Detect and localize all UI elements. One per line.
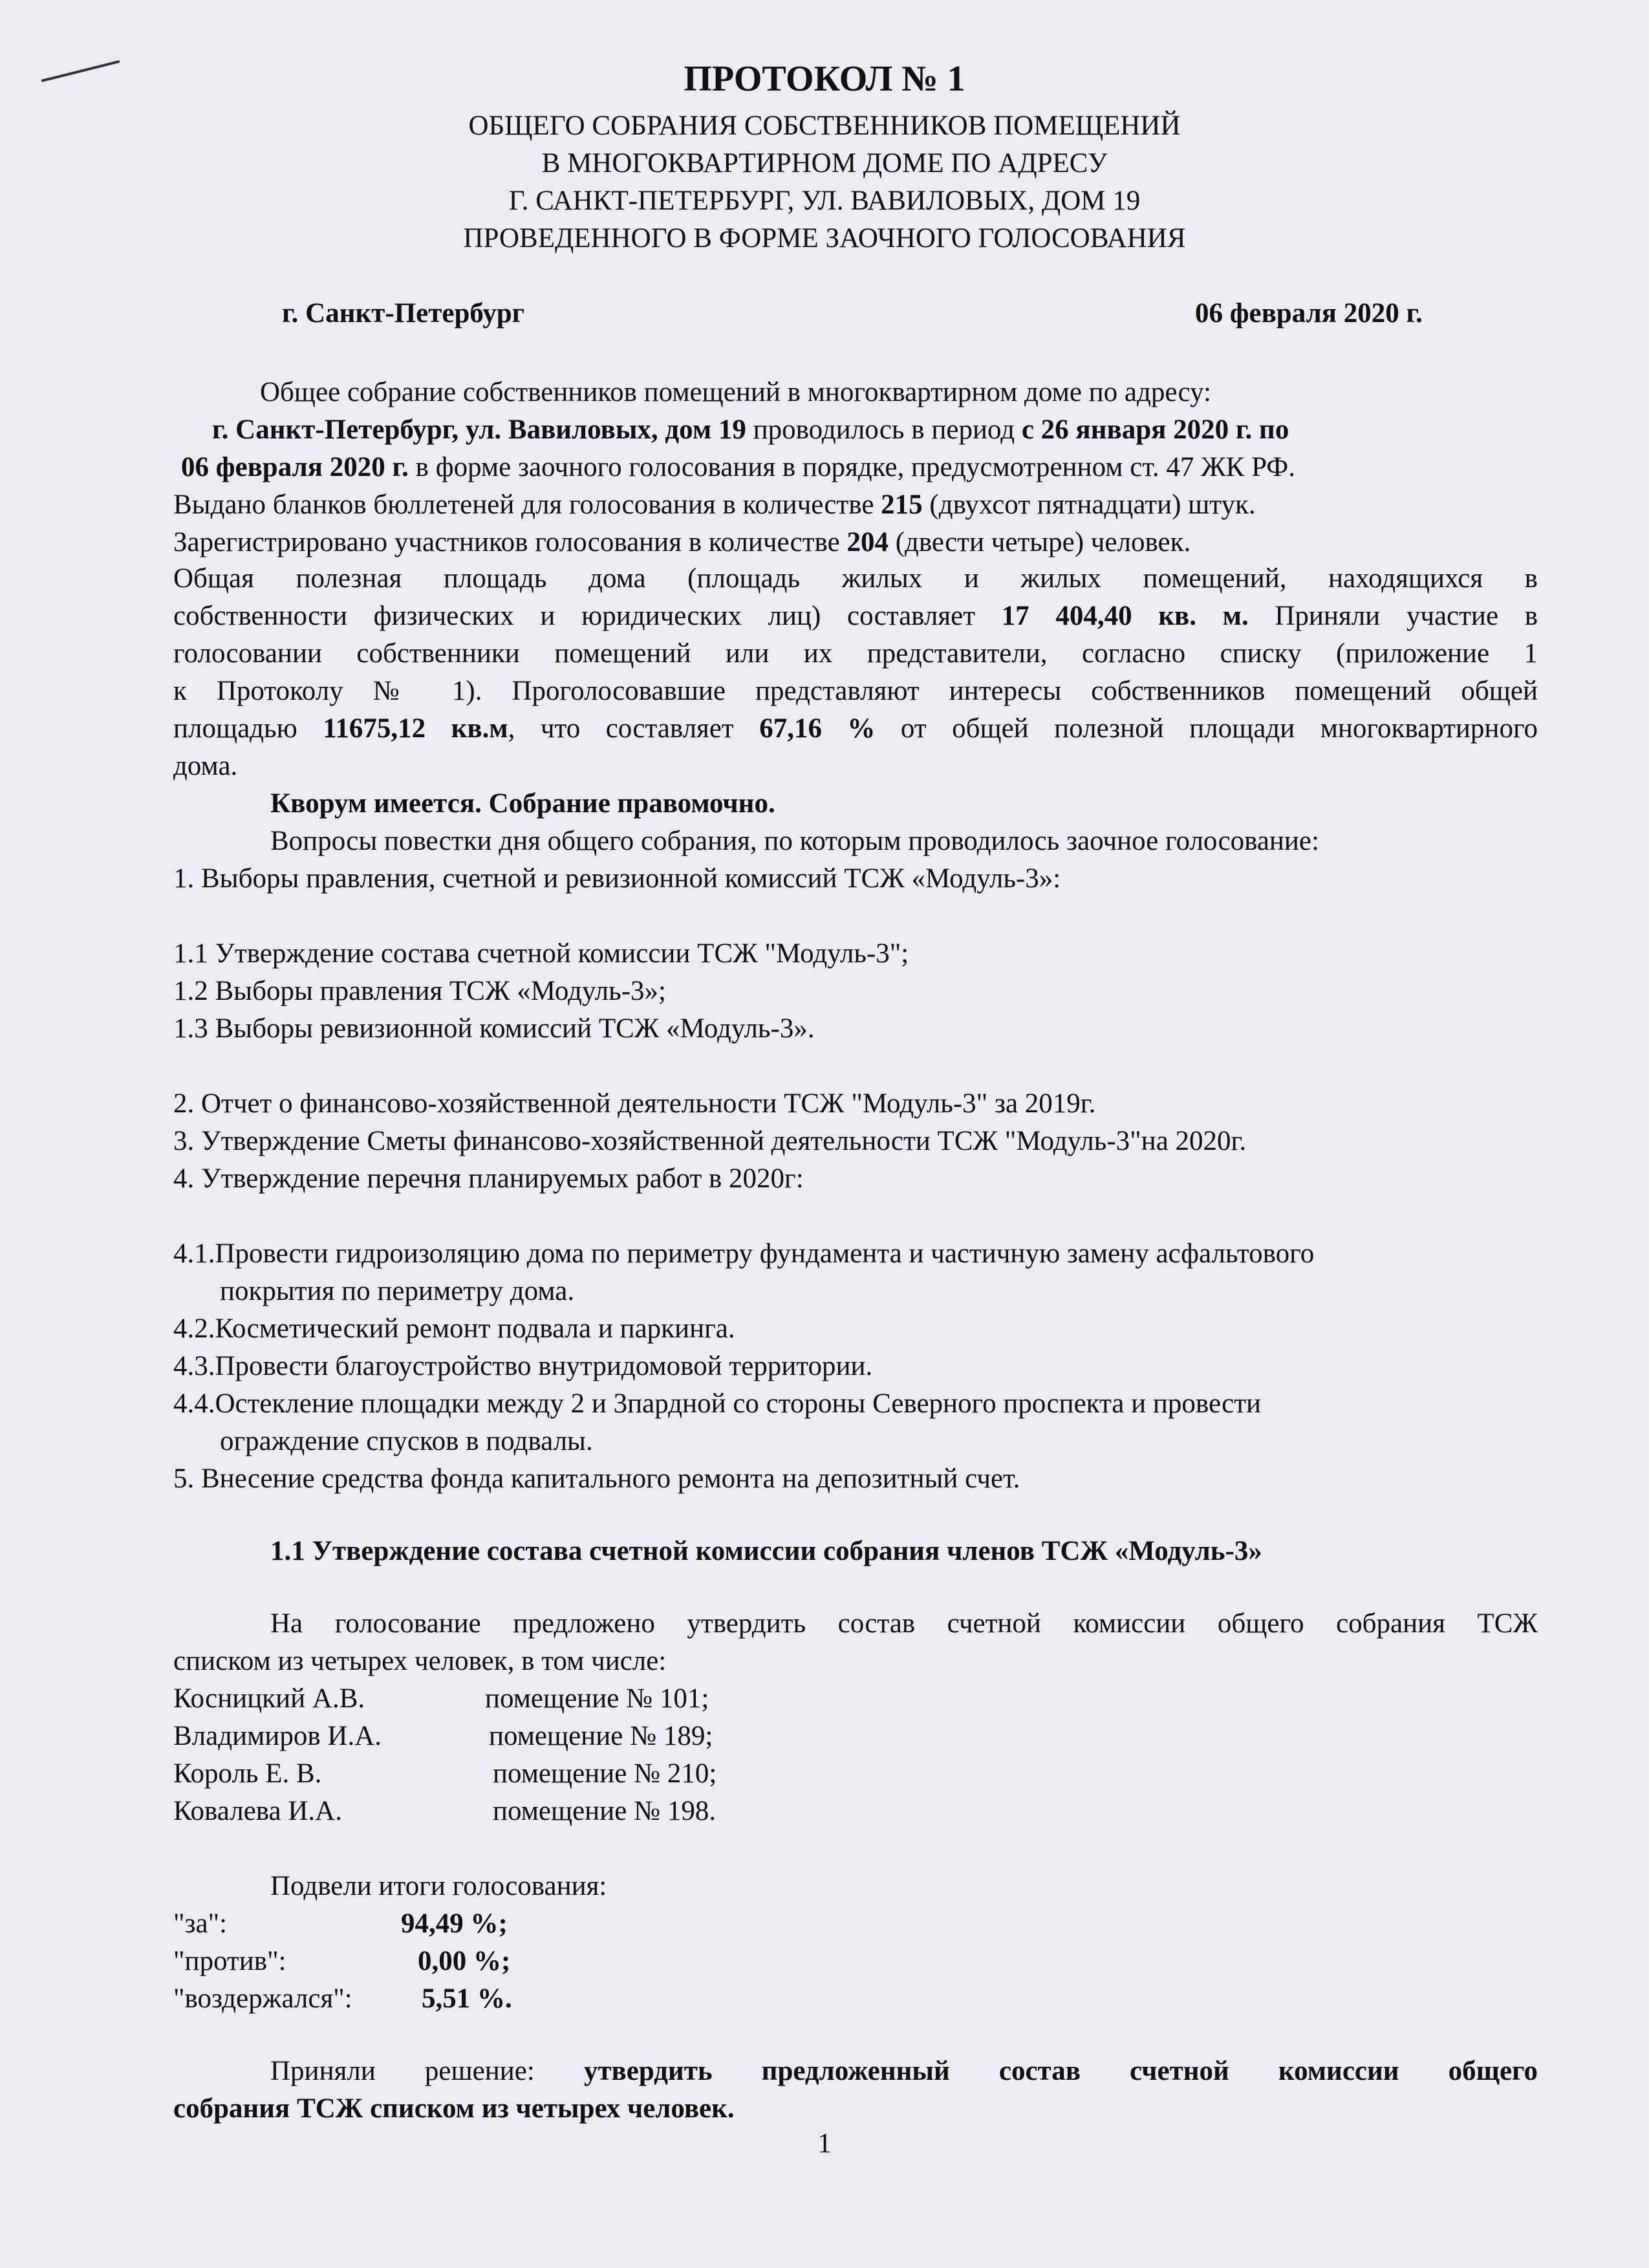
member-name: Король Е. В. <box>173 1758 322 1789</box>
member-room: помещение № 198. <box>493 1796 717 1826</box>
agenda-item: 4.2.Косметический ремонт подвала и паркинга. <box>173 1313 735 1344</box>
result-label: "против": <box>173 1946 286 1976</box>
agenda-item: 4.4.Остекление площадки между 2 и 3пардной со стороны Северного проспекта и провести <box>173 1388 1261 1419</box>
intro-line: собственности физических и юридических лиц) составляет 17 404,40 кв. м. Приняли участие в <box>173 601 1538 631</box>
intro-line: Общая полезная площадь дома (площадь жилых и жилых помещений, находящихся в <box>173 563 1538 594</box>
agenda-item: 4. Утверждение перечня планируемых работ в 2020г: <box>173 1163 804 1194</box>
section-text: На голосование предложено утвердить состав счетной комиссии общего собрания ТСЖ <box>270 1608 1538 1639</box>
member-name: Косницкий А.В. <box>173 1683 365 1714</box>
member-name: Владимиров И.А. <box>173 1721 382 1751</box>
intro-line: площадью 11675,12 кв.м, что составляет 67,16 % от общей полезной площади многоквартирного <box>173 713 1538 744</box>
document-subtitle <box>0 107 1649 257</box>
result-label: "воздержался": <box>173 1983 352 2014</box>
decision-line: собрания ТСЖ списком из четырех человек. <box>173 2093 735 2124</box>
agenda-item: 1.2 Выборы правления ТСЖ «Модуль-3»; <box>173 976 666 1006</box>
results-title: Подвели итоги голосования: <box>270 1871 607 1901</box>
member-room: помещение № 210; <box>493 1758 717 1789</box>
agenda-item: покрытия по периметру дома. <box>220 1276 575 1306</box>
document-title: ПРОТОКОЛ № 1 <box>684 59 965 99</box>
member-room: помещение № 101; <box>485 1683 709 1714</box>
document-date: 06 февраля 2020 г. <box>1195 298 1423 329</box>
intro-line: Общее собрание собственников помещений в многоквартирном доме по адресу: <box>260 377 1211 407</box>
agenda-item: 1.3 Выборы ревизионной комиссий ТСЖ «Модуль-3». <box>173 1013 815 1044</box>
subtitle-line: ОБЩЕГО СОБРАНИЯ СОБСТВЕННИКОВ ПОМЕЩЕНИЙ <box>468 111 1181 141</box>
decision-line: Приняли решение: утвердить предложенный состав счетной комиссии общего <box>270 2056 1538 2086</box>
page-number: 1 <box>817 2128 832 2159</box>
subtitle-line: В МНОГОКВАРТИРНОМ ДОМЕ ПО АДРЕСУ <box>541 148 1108 178</box>
agenda-item: 1.1 Утверждение состава счетной комиссии ТСЖ "Модуль-3"; <box>173 938 909 969</box>
agenda-item: 3. Утверждение Сметы финансово-хозяйственной деятельности ТСЖ "Модуль-3"на 2020г. <box>173 1126 1247 1156</box>
agenda-item: 4.1.Провести гидроизоляцию дома по периметру фундамента и частичную замену асфальтового <box>173 1238 1315 1269</box>
agenda-item: ограждение спусков в подвалы. <box>220 1426 593 1456</box>
agenda-item: 4.3.Провести благоустройство внутридомовой территории. <box>173 1351 873 1381</box>
agenda-item: 5. Внесение средства фонда капитального ремонта на депозитный счет. <box>173 1463 1020 1494</box>
result-value: 5,51 %. <box>422 1983 512 2014</box>
subtitle-line: ПРОВЕДЕННОГО В ФОРМЕ ЗАОЧНОГО ГОЛОСОВАНИЯ <box>463 223 1186 254</box>
intro-line: Зарегистрировано участников голосования в количестве 204 (двести четыре) человек. <box>173 527 1191 557</box>
intro-line: 06 февраля 2020 г. в форме заочного голосования в порядке, предусмотренном ст. 47 ЖК РФ. <box>181 452 1295 482</box>
agenda-item: 2. Отчет о финансово-хозяйственной деятельности ТСЖ "Модуль-3" за 2019г. <box>173 1088 1096 1119</box>
member-room: помещение № 189; <box>489 1721 713 1751</box>
section-heading: 1.1 Утверждение состава счетной комиссии собрания членов ТСЖ «Модуль-3» <box>270 1536 1262 1566</box>
agenda-intro: Вопросы повестки дня общего собрания, по которым проводилось заочное голосование: <box>270 826 1319 856</box>
quorum-line: Кворум имеется. Собрание правомочно. <box>270 788 775 819</box>
intro-line: Выдано бланков бюллетеней для голосования в количестве 215 (двухсот пятнадцати) штук. <box>173 490 1256 520</box>
section-text: списком из четырех человек, в том числе: <box>173 1646 667 1676</box>
agenda-item: 1. Выборы правления, счетной и ревизионной комиссий ТСЖ «Модуль-3»: <box>173 863 1061 894</box>
result-value: 0,00 %; <box>418 1946 511 1976</box>
result-value: 94,49 %; <box>401 1908 508 1939</box>
city: г. Санкт-Петербург <box>282 298 525 329</box>
intro-line: г. Санкт-Петербург, ул. Вавиловых, дом 19 проводилось в период с 26 января 2020 г. по <box>212 415 1289 445</box>
intro-line: дома. <box>173 751 238 781</box>
member-name: Ковалева И.А. <box>173 1796 342 1826</box>
subtitle-line: Г. САНКТ-ПЕТЕРБУРГ, УЛ. ВАВИЛОВЫХ, ДОМ 19 <box>508 186 1141 216</box>
intro-line: голосовании собственники помещений или их представители, согласно списку (приложение 1 <box>173 638 1538 669</box>
result-label: "за": <box>173 1908 228 1939</box>
intro-line: к Протоколу № 1). Проголосовавшие представляют интересы собственников помещений общей <box>173 676 1538 706</box>
